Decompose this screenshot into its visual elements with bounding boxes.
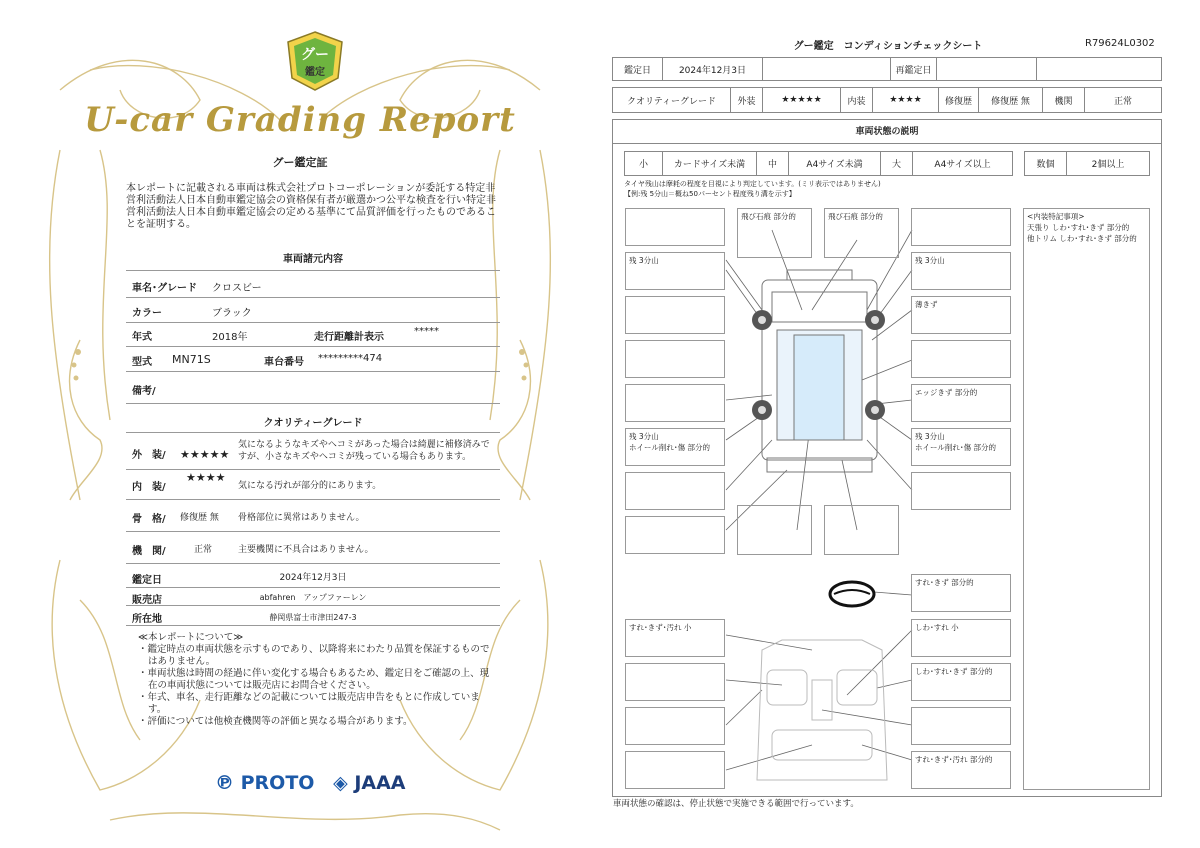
exterior-stars: ★★★★★ [180, 448, 230, 461]
quality-title: クオリティーグレード [263, 418, 363, 429]
condition-box [625, 384, 725, 422]
note-item: ・鑑定時点の車両状態を示すものであり、以降将来にわたり品質を保証するものではありません。 [138, 644, 490, 667]
condition-box [625, 663, 725, 701]
footer-logos [215, 772, 406, 794]
reappraisal-value [937, 58, 1037, 80]
certificate-intro: 本レポートに記載される車両は株式会社プロトコーポレーションが委託する特定非営利活動法人日本自動車鑑定協会の資格保有者が厳選かつ公平な検査を行い特定非営利活動法人日本自動車鑑定協会の定める基準にて品質評価を行ったものであることを証明する。 [126, 183, 496, 230]
spec-value: *********474 [318, 353, 383, 364]
quality-desc: 気になるようなキズやヘコミがあった場合は綺麗に補修済みですが、小さなキズやヘコミが残っている場合もあります。 [238, 440, 490, 462]
condition-box [824, 505, 899, 555]
condition-box: しわ･すれ･きず 部分的 [911, 663, 1011, 701]
empty-cell [763, 58, 891, 80]
legend-cell: 大 [881, 152, 913, 175]
condition-box [625, 472, 725, 510]
spec-label: 走行距離計表示 [314, 332, 384, 343]
spec-label: カラー [132, 308, 162, 319]
appraisal-date-row [126, 564, 500, 588]
int-label: 内装 [841, 88, 873, 112]
date-table [612, 57, 1162, 81]
size-legend [624, 151, 1013, 176]
spec-row-name [126, 270, 500, 298]
report-title: U-car Grading Report [84, 100, 516, 140]
count-label: 数個 [1025, 152, 1067, 175]
condition-box [625, 296, 725, 334]
specs-title: 車両諸元内容 [283, 254, 343, 265]
spec-value: 2018年 [212, 332, 248, 343]
condition-box: エッジきず 部分的 [911, 384, 1011, 422]
condition-box: すれ･きず･汚れ 小 [625, 619, 725, 657]
address-row [126, 606, 500, 626]
appraisal-date-label: 鑑定日 [132, 575, 162, 586]
sheet-footer-note: 車両状態の確認は、停止状態で実施できる範囲で行っています。 [613, 799, 859, 809]
quality-desc: 骨格部位に異常はありません。 [238, 513, 365, 523]
quality-label: 外 装/ [132, 450, 166, 461]
address-value: 静岡県富士市津田247-3 [269, 613, 357, 622]
address-label: 所在地 [132, 614, 162, 625]
spec-row-color [126, 298, 500, 323]
ext-value: ★★★★★ [763, 88, 841, 112]
quality-value: 修復歴 無 [180, 513, 219, 523]
appraisal-date-value: 2024年12月3日 [279, 573, 347, 583]
condition-box [625, 751, 725, 789]
spec-value: クロスビー [212, 283, 262, 294]
dealer-label: 販売店 [132, 595, 162, 606]
condition-box [911, 208, 1011, 246]
quality-label: 内 装/ [132, 482, 166, 493]
note-item: ・車両状態は時間の経過に伴い変化する場合もあるため、鑑定日をご確認の上、現在の車両状態については販売店にお問合せください。 [138, 668, 490, 691]
condition-box [625, 516, 725, 554]
quality-label: 骨 格/ [132, 514, 166, 525]
count-legend [1024, 151, 1150, 176]
date-value: 2024年12月3日 [663, 58, 763, 80]
quality-desc: 主要機関に不具合はありません。 [238, 545, 374, 555]
repair-value: 修復歴 無 [979, 88, 1043, 112]
empty-cell [1037, 58, 1161, 80]
int-value: ★★★★ [873, 88, 939, 112]
tire-note-1: タイヤ残山は摩耗の程度を目視により判定しています。(ミリ表示ではありません) [624, 180, 881, 188]
spec-row-remarks [126, 372, 500, 404]
steering-wheel-icon [830, 582, 874, 606]
legend-cell: A4サイズ未満 [789, 152, 881, 175]
tire-note-2: 【例:残 5分山＝概ね50パーセント程度残り溝を示す】 [624, 190, 796, 198]
dealer-row [126, 588, 500, 606]
ext-label: 外装 [731, 88, 763, 112]
spec-row-year [126, 323, 500, 347]
quality-value: 正常 [194, 545, 213, 555]
condition-box [625, 208, 725, 246]
state-title: 車両状態の説明 [613, 120, 1161, 144]
interior-notes-box: <内装特記事項> 天張り しわ･すれ･きず 部分的 他トリム しわ･すれ･きず 部分的 [1023, 208, 1150, 790]
quality-row-engine [126, 532, 500, 564]
spec-label: 型式 [132, 357, 152, 368]
interior-stars: ★★★★ [186, 471, 226, 484]
legend-cell: A4サイズ以上 [934, 160, 991, 170]
condition-box: 残 3分山 ホイール削れ･傷 部分的 [625, 428, 725, 466]
date-label: 鑑定日 [613, 58, 663, 80]
engine-label: 機関 [1043, 88, 1085, 112]
dealer-value: abfahren アップファーレン [259, 593, 367, 602]
jaaa-logo-icon: ◈ [333, 772, 348, 794]
count-value: 2個以上 [1091, 160, 1125, 170]
grade-table [612, 87, 1162, 113]
jaaa-logo-text: JAAA [354, 772, 406, 794]
notes-title: ≪本レポートについて≫ [138, 632, 244, 643]
condition-box: 残 3分山 ホイール削れ･傷 部分的 [911, 428, 1011, 466]
spec-value: ブラック [212, 308, 252, 319]
goo-kantei-badge-icon [286, 30, 344, 92]
repair-label: 修復歴 [939, 88, 979, 112]
sheet-code: R79624L0302 [1085, 38, 1155, 49]
spec-value: MN71S [172, 353, 211, 366]
condition-box [911, 472, 1011, 510]
condition-box [625, 707, 725, 745]
badge-bottom-text: 鑑定 [305, 67, 325, 78]
proto-logo-icon: ℗ [215, 772, 234, 794]
note-item: ・評価については他検査機関等の評価と異なる場合があります。 [138, 716, 413, 727]
condition-box: 飛び石痕 部分的 [737, 208, 812, 258]
condition-box: 薄きず [911, 296, 1011, 334]
legend-cell: 中 [757, 152, 789, 175]
spec-label: 備考/ [132, 386, 156, 397]
condition-box: 飛び石痕 部分的 [824, 208, 899, 258]
condition-box [625, 340, 725, 378]
quality-row-interior [126, 470, 500, 500]
spec-label: 車名･グレード [132, 283, 197, 294]
quality-label: 機 関/ [132, 546, 166, 557]
certificate-subtitle: グー鑑定証 [272, 156, 328, 169]
spec-label: 車台番号 [264, 357, 304, 368]
condition-box [911, 707, 1011, 745]
spec-value: ***** [414, 326, 439, 337]
grade-label: クオリティーグレード [613, 88, 731, 112]
condition-box: 残 3分山 [911, 252, 1011, 290]
report-notes [138, 632, 498, 728]
condition-box: すれ･きず 部分的 [911, 574, 1011, 612]
condition-box: 残 3分山 [625, 252, 725, 290]
badge-top-text: グー [301, 47, 329, 63]
legend-cell: カードサイズ未満 [663, 152, 757, 175]
reappraisal-label: 再鑑定日 [891, 58, 937, 80]
quality-row-frame [126, 500, 500, 532]
note-item: ・年式、車名、走行距離などの記載については販売店申告をもとに作成しています。 [138, 692, 480, 715]
condition-box: すれ･きず･汚れ 部分的 [911, 751, 1011, 789]
spec-label: 年式 [132, 332, 152, 343]
quality-row-exterior [126, 432, 500, 470]
proto-logo-text: PROTO [240, 772, 315, 794]
condition-box [737, 505, 812, 555]
condition-box [911, 340, 1011, 378]
spec-row-model [126, 347, 500, 372]
condition-box: しわ･すれ 小 [911, 619, 1011, 657]
legend-cell: 小 [625, 152, 663, 175]
engine-value: 正常 [1113, 96, 1132, 107]
sheet-title: グー鑑定 コンディションチェックシート [793, 41, 983, 52]
quality-desc: 気になる汚れが部分的にあります。 [238, 481, 382, 491]
